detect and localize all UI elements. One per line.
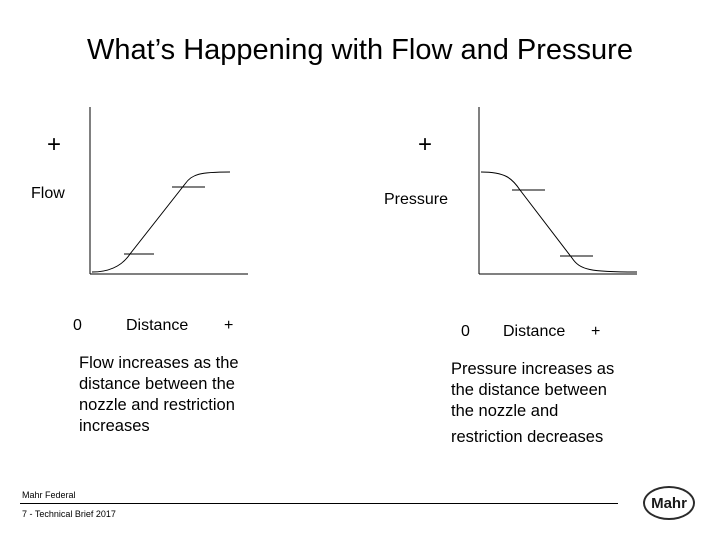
slide-title: What’s Happening with Flow and Pressure: [87, 34, 633, 66]
flow-distance-label: Distance: [126, 317, 189, 334]
footer-divider: [20, 503, 618, 504]
pressure-caption-line: Pressure increases as: [451, 360, 615, 378]
pressure-distance-label: Distance: [503, 323, 566, 340]
pressure-caption: [451, 359, 614, 448]
footer-page-info: 7 - Technical Brief 2017: [22, 509, 116, 519]
mahr-logo: [643, 486, 695, 520]
pressure-caption-line: restriction decreases: [451, 428, 604, 446]
pressure-x-plus: +: [591, 323, 601, 340]
flow-curve: [92, 172, 230, 272]
pressure-caption-line: the nozzle and: [451, 402, 559, 420]
pressure-caption-line: the distance between: [451, 381, 607, 399]
mahr-logo-text: Mahr: [651, 494, 687, 512]
flow-x-zero: 0: [73, 317, 82, 334]
pressure-plus-label: +: [418, 131, 433, 158]
pressure-graph: [479, 107, 637, 274]
flow-caption: Flow increases as the distance between the nozzle and restriction increases: [79, 354, 239, 435]
flow-plus-label: +: [47, 131, 62, 158]
pressure-x-zero: 0: [461, 323, 470, 340]
flow-x-plus: +: [224, 317, 234, 334]
footer-company: Mahr Federal: [22, 490, 76, 500]
flow-axis-label: Flow: [31, 185, 65, 202]
pressure-axis-label: Pressure: [384, 191, 449, 208]
flow-graph: [90, 107, 248, 274]
pressure-curve: [481, 172, 637, 272]
